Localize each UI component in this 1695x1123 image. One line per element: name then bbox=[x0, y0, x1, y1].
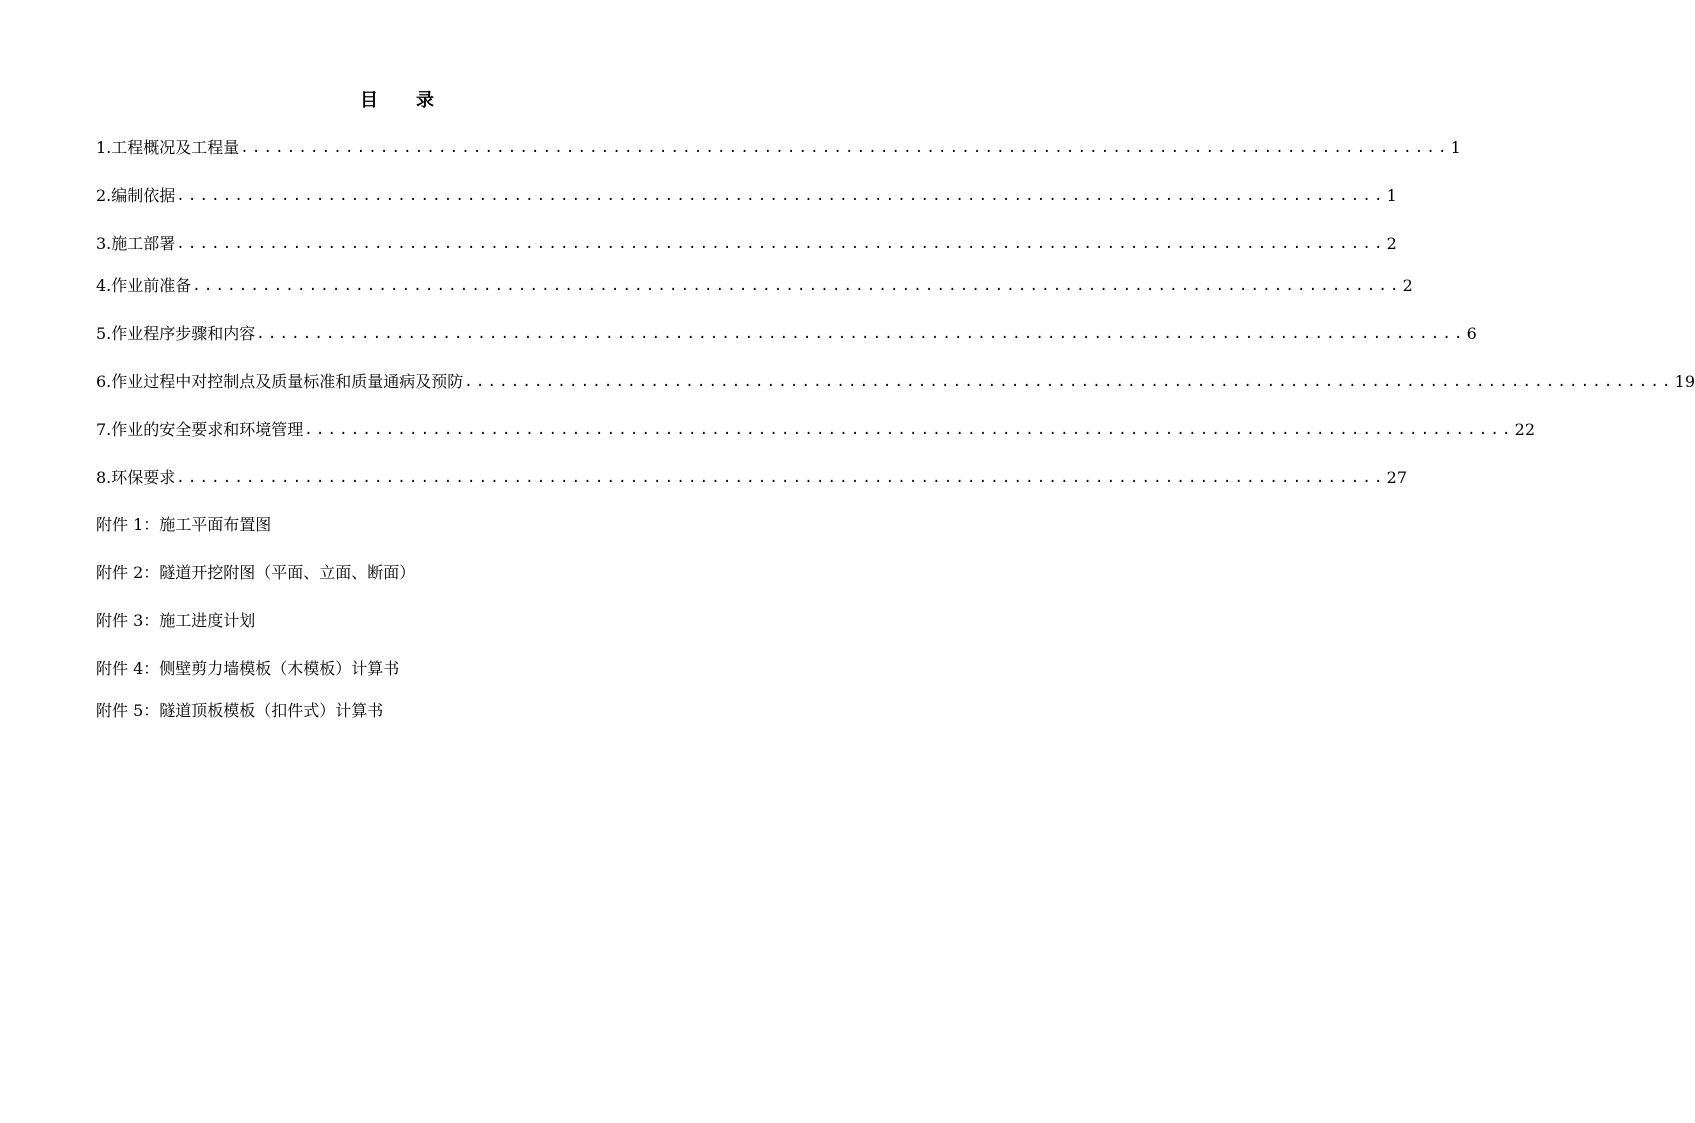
toc-entry-label: 6.作业过程中对控制点及质量标准和质量通病及预防 bbox=[96, 372, 464, 391]
toc-entry-label: 5.作业程序步骤和内容 bbox=[96, 324, 256, 343]
toc-entry-label: 7.作业的安全要求和环境管理 bbox=[96, 420, 304, 439]
dot-leader: ........................................................................................................ bbox=[176, 470, 1386, 486]
dot-leader: ........................................................................................................ bbox=[192, 278, 1402, 294]
toc-entry-label: 3.施工部署 bbox=[96, 234, 176, 253]
toc-entry-label: 2.编制依据 bbox=[96, 186, 176, 205]
dot-leader: ........................................................................................................ bbox=[176, 188, 1386, 204]
toc-entry[interactable] bbox=[96, 182, 1397, 206]
toc-page-number: 27 bbox=[1386, 468, 1408, 487]
toc-entry[interactable] bbox=[96, 272, 1413, 296]
toc-page-number: 6 bbox=[1466, 324, 1477, 343]
attachment-item[interactable]: 附件 4：侧壁剪力墙模板（木模板）计算书 bbox=[96, 659, 400, 678]
attachment-item[interactable]: 附件 5：隧道顶板模板（扣件式）计算书 bbox=[96, 701, 384, 720]
toc-page-number: 2 bbox=[1402, 276, 1413, 295]
toc-page-number: 22 bbox=[1514, 420, 1536, 439]
page-title bbox=[0, 86, 794, 112]
toc-page-number: 1 bbox=[1386, 186, 1397, 205]
toc-entry[interactable] bbox=[96, 134, 1461, 158]
toc-entry[interactable] bbox=[96, 230, 1397, 254]
dot-leader: ........................................................................................................ bbox=[240, 140, 1450, 156]
attachment-item[interactable]: 附件 2：隧道开挖附图（平面、立面、断面） bbox=[96, 563, 416, 582]
toc-page-number: 1 bbox=[1450, 138, 1461, 157]
toc-entry-label: 8.环保要求 bbox=[96, 468, 176, 487]
dot-leader: ........................................................................................................ bbox=[304, 422, 1514, 438]
dot-leader: ........................................................................................................ bbox=[464, 374, 1674, 390]
title-char-2: 录 bbox=[416, 90, 434, 111]
toc-entry[interactable] bbox=[96, 416, 1536, 440]
dot-leader: ........................................................................................................ bbox=[256, 326, 1466, 342]
toc-entry[interactable] bbox=[96, 320, 1477, 344]
attachment-item[interactable]: 附件 3：施工进度计划 bbox=[96, 611, 256, 630]
toc-entry-label: 4.作业前准备 bbox=[96, 276, 192, 295]
toc-entry-label: 1.工程概况及工程量 bbox=[96, 138, 240, 157]
toc-entry[interactable] bbox=[96, 464, 1408, 488]
toc-page-number: 2 bbox=[1386, 234, 1397, 253]
toc-entry[interactable] bbox=[96, 368, 1695, 392]
attachment-item[interactable]: 附件 1：施工平面布置图 bbox=[96, 515, 272, 534]
title-char-1: 目 bbox=[360, 90, 378, 111]
dot-leader: ........................................................................................................ bbox=[176, 236, 1386, 252]
toc-page-number: 19 bbox=[1674, 372, 1695, 391]
